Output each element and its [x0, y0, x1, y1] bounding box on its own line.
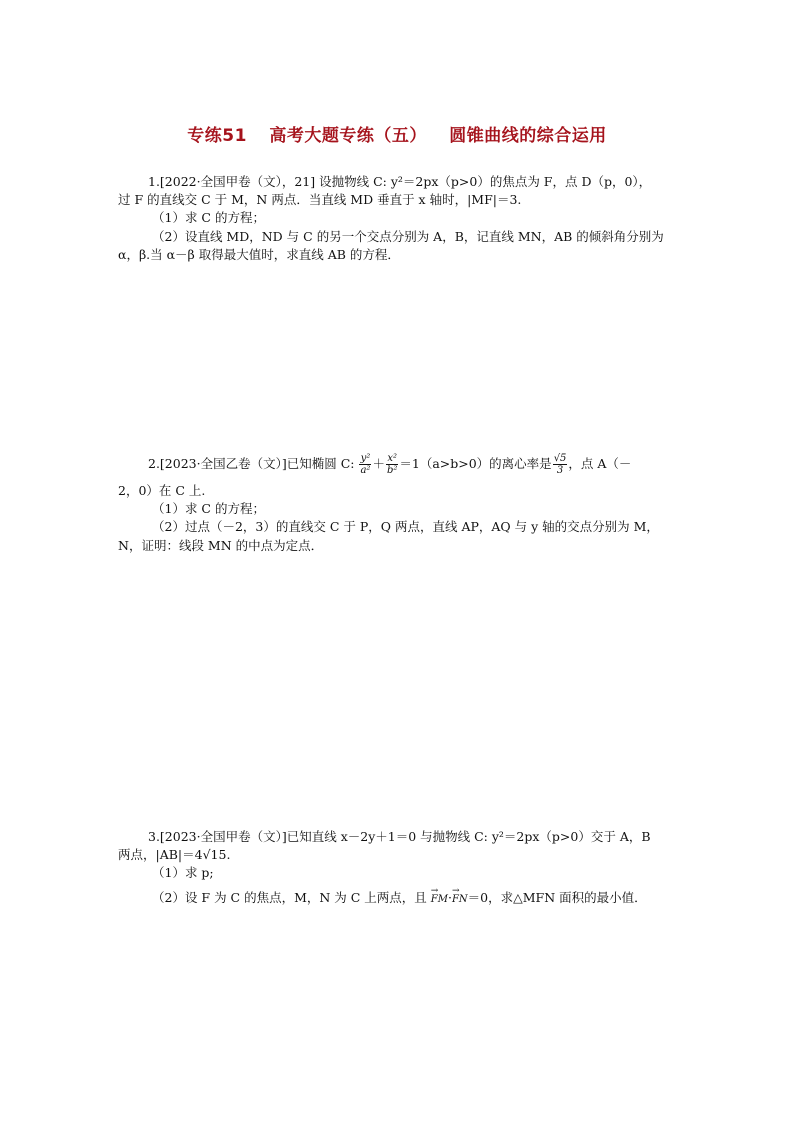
problem-2-point-a: ，点 A（－	[568, 456, 632, 471]
problem-3-line-2: 两点，|AB|＝4√15.	[118, 847, 231, 862]
fraction-numerator: x²	[387, 453, 397, 464]
problem-2-intro: 2.[2023·全国乙卷（文）]已知椭圆 C:	[148, 456, 355, 471]
vector-fn: → FN	[452, 892, 468, 908]
fraction-y2-a2	[359, 453, 371, 476]
problem-1-line-1: 1.[2022·全国甲卷（文），21] 设抛物线 C: y²＝2px（p>0）的焦点为 F，点 D（p，0），	[148, 174, 652, 189]
title-part-1: 专练51	[187, 126, 247, 146]
problem-3-line-1: 3.[2023·全国甲卷（文）]已知直线 x－2y＋1＝0 与抛物线 C: y²＝2px（p>0）交于 A，B	[148, 829, 651, 844]
fraction-numerator: y²	[360, 453, 371, 464]
problem-2-line-1	[148, 451, 631, 477]
dot-operator: ·	[447, 890, 452, 905]
title-part-2: 高考大题专练（五）	[269, 126, 427, 146]
problem-3-part2-end: ＝0，求△MFN 面积的最小值．	[467, 890, 647, 905]
problem-3-line-3: （1）求 p;	[152, 865, 214, 880]
problem-2-line-5: N，证明：线段 MN 的中点为定点．	[118, 538, 324, 553]
problem-3-part2-text: （2）设 F 为 C 的焦点，M，N 为 C 上两点，且	[152, 890, 427, 905]
problem-1-line-2: 过 F 的直线交 C 于 M，N 两点．当直线 MD 垂直于 x 轴时，|MF|＝3.	[118, 192, 522, 207]
problem-2-line-3: （1）求 C 的方程；	[152, 501, 265, 516]
fraction-sqrt5-3	[553, 453, 568, 476]
page-title	[0, 121, 794, 146]
problem-1-line-3: （1）求 C 的方程；	[152, 210, 265, 225]
fraction-denominator: b²	[386, 465, 398, 476]
problem-3-line-4	[152, 890, 647, 908]
fraction-numerator: √5	[553, 453, 567, 464]
fraction-denominator: a²	[360, 465, 371, 476]
fraction-x2-b2	[386, 453, 398, 476]
problem-2-eccentricity-text: ＝1（a>b>0）的离心率是	[399, 456, 552, 471]
plus-sign: ＋	[372, 456, 385, 471]
problem-1-line-4: （2）设直线 MD，ND 与 C 的另一个交点分别为 A，B，记直线 MN，AB 的倾斜角分别为	[152, 229, 664, 244]
problem-2-line-4: （2）过点（－2，3）的直线交 C 于 P，Q 两点，直线 AP，AQ 与 y 轴的交点分别为 M，	[152, 519, 659, 534]
title-part-3: 圆锥曲线的综合运用	[449, 126, 607, 146]
problem-1-line-5: α，β.当 α－β 取得最大值时，求直线 AB 的方程．	[118, 247, 400, 262]
fraction-denominator: 3	[556, 465, 564, 476]
vector-fm: → FM	[431, 892, 448, 908]
problem-2-line-2: 2，0）在 C 上.	[118, 483, 206, 498]
